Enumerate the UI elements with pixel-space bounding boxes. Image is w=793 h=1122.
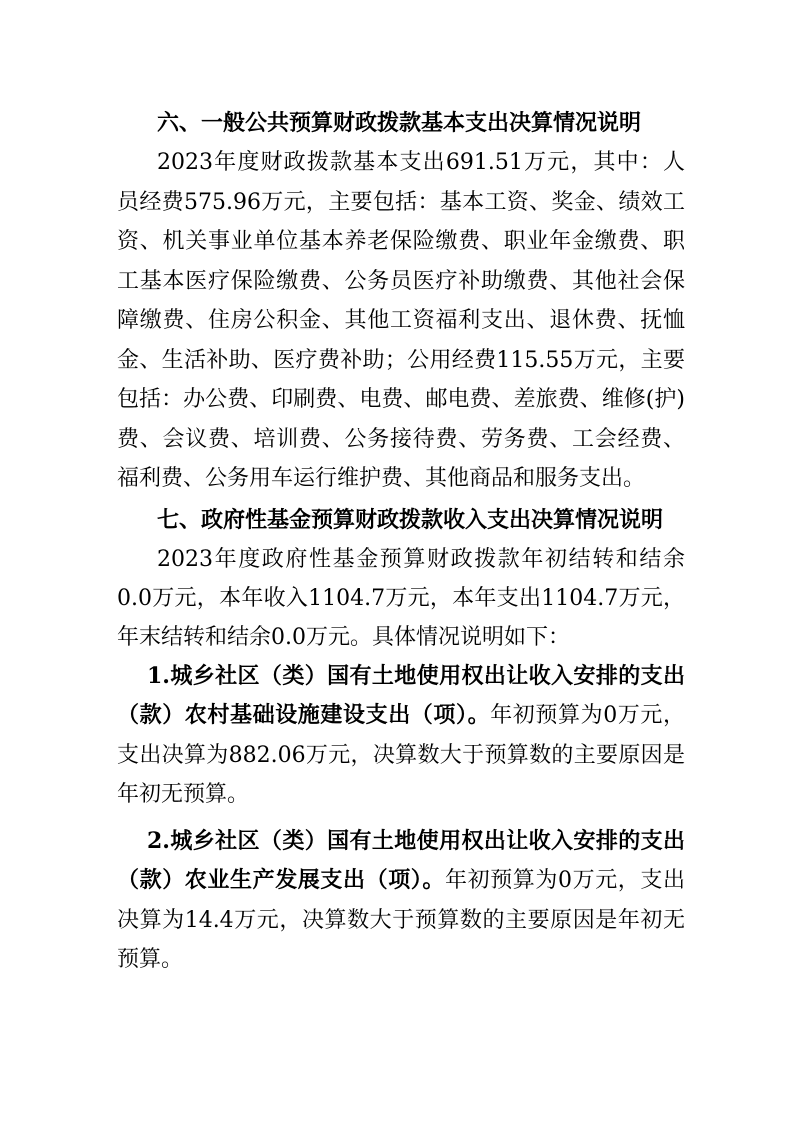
section-7-item-2 xyxy=(117,822,685,980)
section-7-heading: 七、政府性基金预算财政拨款收入支出决算情况说明 xyxy=(157,506,664,533)
section-7-body: 2023年度政府性基金预算财政拨款年初结转和结余0.0万元，本年收入1104.7万元，本年支出1104.7万元，年末结转和结余0.0万元。具体情况说明如下： xyxy=(117,546,685,650)
section-7-item-1 xyxy=(117,657,685,815)
item-2-title: 2.城乡社区（类）国有土地使用权出让收入安排的支出（款）农业生产发展支出（项）。 xyxy=(117,827,685,893)
section-6-body: 2023年度财政拨款基本支出691.51万元，其中：人员经费575.96万元，主要包括：基本工资、奖金、绩效工资、机关事业单位基本养老保险缴费、职业年金缴费、职工基本医疗保险缴费、公务员医疗补助缴费、其他社会保障缴费、住房公积金、其他工资福利支出、退休费、抚恤金、生活补助、医疗费补助；公用经费115.55万元，主要包括：办公费、印刷费、电费、邮电费、差旅费、维修(护)费、会议费、培训费、公务接待费、劳务费、工会经费、福利费、公务用车运行维护费、其他商品和服务支出。 xyxy=(117,150,685,491)
item-1-text: 年初预算为0万元，支出决算为882.06万元，决算数大于预算数的主要原因是年初无预算。 xyxy=(117,703,685,807)
item-1-title: 1.城乡社区（类）国有土地使用权出让收入安排的支出（款）农村基础设施建设支出（项）。 xyxy=(117,662,685,728)
document-page xyxy=(117,104,685,980)
section-6-heading: 六、一般公共预算财政拨款基本支出决算情况说明 xyxy=(157,110,642,136)
item-2-text: 年初预算为0万元，支出决算为14.4万元，决算数大于预算数的主要原因是年初无预算。 xyxy=(117,868,685,972)
